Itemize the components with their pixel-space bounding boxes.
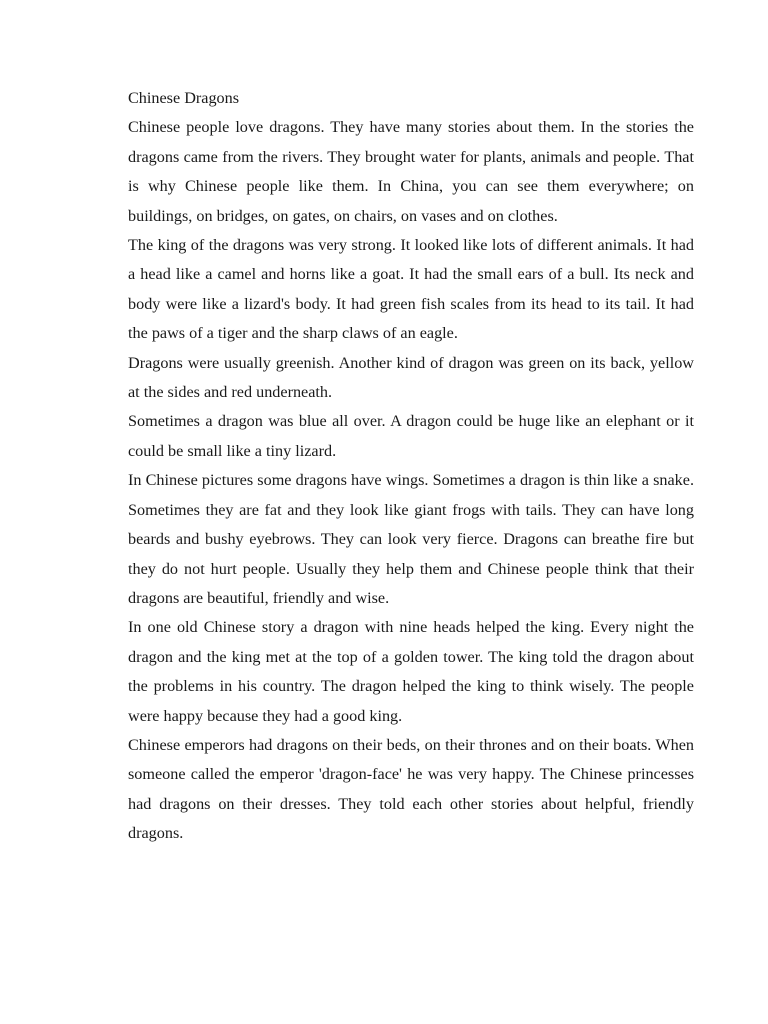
paragraph-intro: Chinese people love dragons. They have many stories about them. In the stories the dragons came from the rivers. They brought water for plants, animals and people. That is why Chinese people like them. In China, you can see them everywhere; on buildings, on bridges, on gates, on chairs, on vases and on clothes. — [128, 118, 694, 225]
paragraph-dragon-colors: Dragons were usually greenish. Another kind of dragon was green on its back, yellow at the sides and red underneath. — [128, 353, 694, 402]
paragraph-emperors: Chinese emperors had dragons on their beds, on their thrones and on their boats. When someone called the emperor 'dragon-face' he was very happy. The Chinese princesses had dragons on their dresses. They told each other stories about helpful, friendly dragons. — [128, 735, 694, 843]
paragraph-dragon-sizes: Sometimes a dragon was blue all over. A dragon could be huge like an elephant or it could be small like a tiny lizard. — [128, 412, 694, 460]
document-page — [128, 84, 694, 849]
paragraph-nine-headed-dragon: In one old Chinese story a dragon with nine heads helped the king. Every night the dragon and the king met at the top of a golden tower. The king told the dragon about the problems in his country. The dragon helped the king to think wisely. The people were happy because they had a good king. — [128, 618, 694, 725]
paragraph-dragon-pictures: In Chinese pictures some dragons have wings. Sometimes a dragon is thin like a snake. Sometimes they are fat and they look like giant frogs with tails. They can have long beards and bushy eyebrows. They can look very fierce. Dragons can breathe fire but they do not hurt people. Usually they help them and Chinese people think that their dragons are beautiful, friendly and wise. — [128, 471, 694, 607]
document-title: Chinese Dragons — [128, 89, 240, 107]
paragraph-dragon-king: The king of the dragons was very strong. It looked like lots of different animals. It had a head like a camel and horns like a goat. It had the small ears of a bull. Its neck and body were like a lizard's body. It had green fish scales from its head to its tail. It had the paws of a tiger and the sharp claws of an eagle. — [128, 236, 694, 343]
